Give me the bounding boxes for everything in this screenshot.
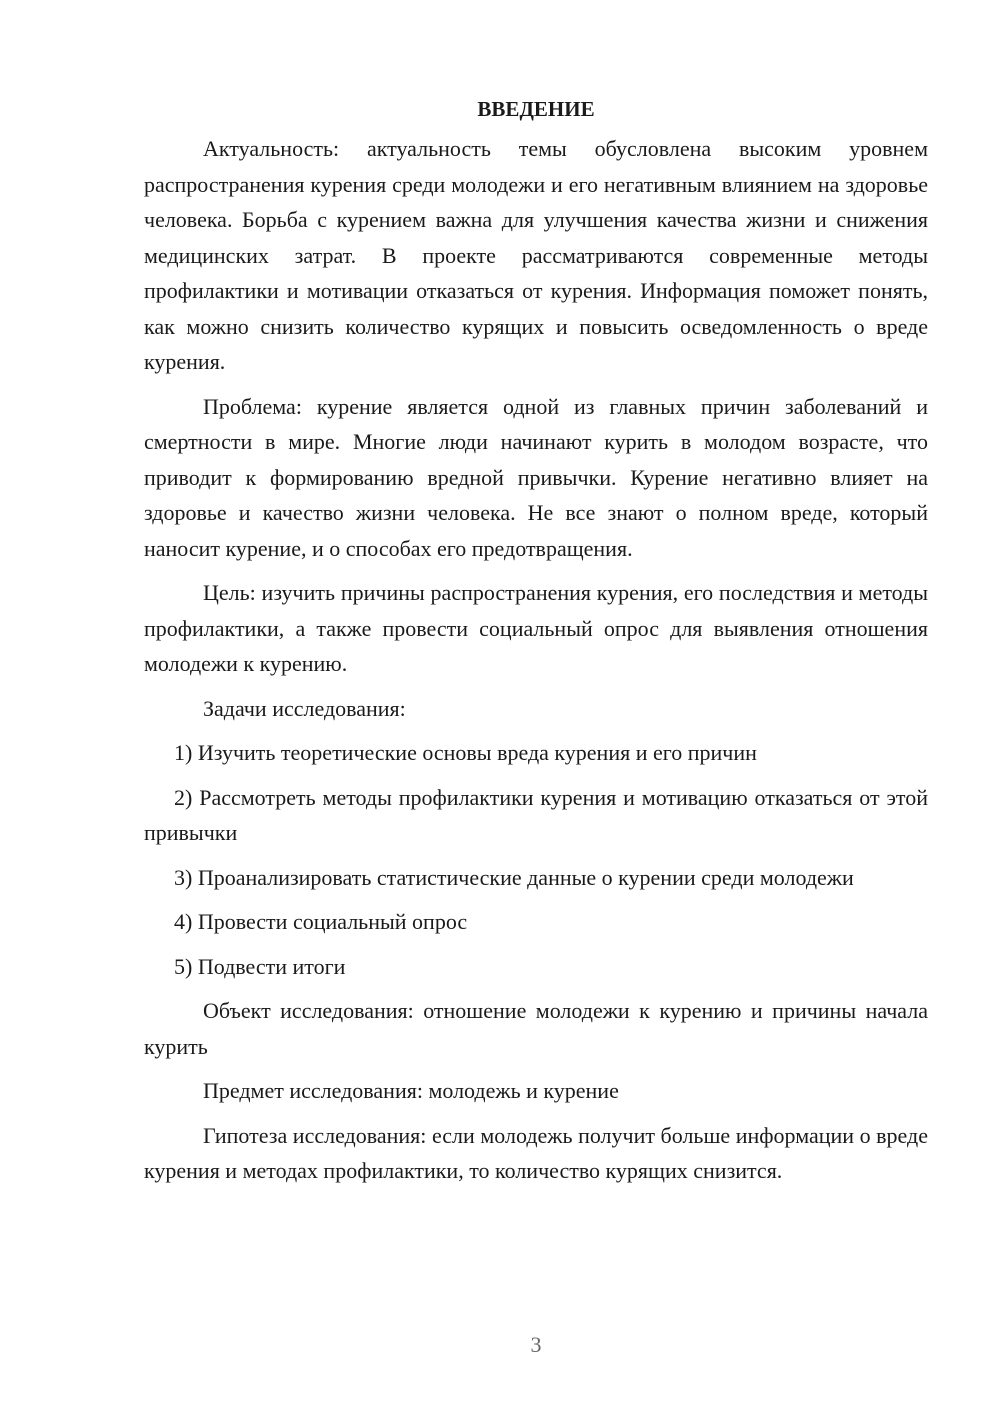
task-item-1: 1) Изучить теоретические основы вреда курения и его причин	[174, 740, 757, 765]
task-item-5: 5) Подвести итоги	[174, 953, 346, 979]
task-item-3: 3) Проанализировать статистические данные о курении среди молодежи	[174, 864, 854, 890]
paragraph-hypothesis: Гипотеза исследования: если молодежь получит больше информации о вреде курения и методах профилактики, то количество курящих снизится.	[144, 1122, 928, 1183]
paragraph-object: Объект исследования: отношение молодежи к курению и причины начала курить	[144, 998, 928, 1059]
paragraph-problem: Проблема: курение является одной из главных причин заболеваний и смертности в мире. Многие люди начинают курить в молодом возрасте, что приводит к формированию вредной привычки. Курение негативно влияет на здоровье и качество жизни человека. Не все знают о полном вреде, который наносит курение, и о способах его предотвращения.	[144, 393, 928, 561]
paragraph-goal: Цель: изучить причины распространения курения, его последствия и методы профилактики, а также провести социальный опрос для выявления отношения молодежи к курению.	[144, 580, 928, 676]
task-item-4: 4) Провести социальный опрос	[174, 909, 468, 934]
paragraph-subject: Предмет исследования: молодежь и курение	[203, 1078, 619, 1103]
document-title: ВВЕДЕНИЕ	[477, 97, 595, 121]
paragraph-relevance: Актуальность: актуальность темы обусловлена высоким уровнем распространения курения среди молодежи и его негативным влиянием на здоровье человека. Борьба с курением важна для улучшения качества жизни и снижения медицинских затрат. В проекте рассматриваются современные методы профилактики и мотивации отказаться от курения. Информация поможет понять, как можно снизить количество курящих и повысить осведомленность о вреде курения.	[144, 136, 928, 374]
document-page	[144, 92, 928, 1198]
task-item-2: 2) Рассмотреть методы профилактики курения и мотивацию отказаться от этой привычки	[144, 784, 928, 845]
paragraph-tasks-heading: Задачи исследования:	[203, 695, 406, 721]
page-number: 3	[530, 1332, 542, 1357]
